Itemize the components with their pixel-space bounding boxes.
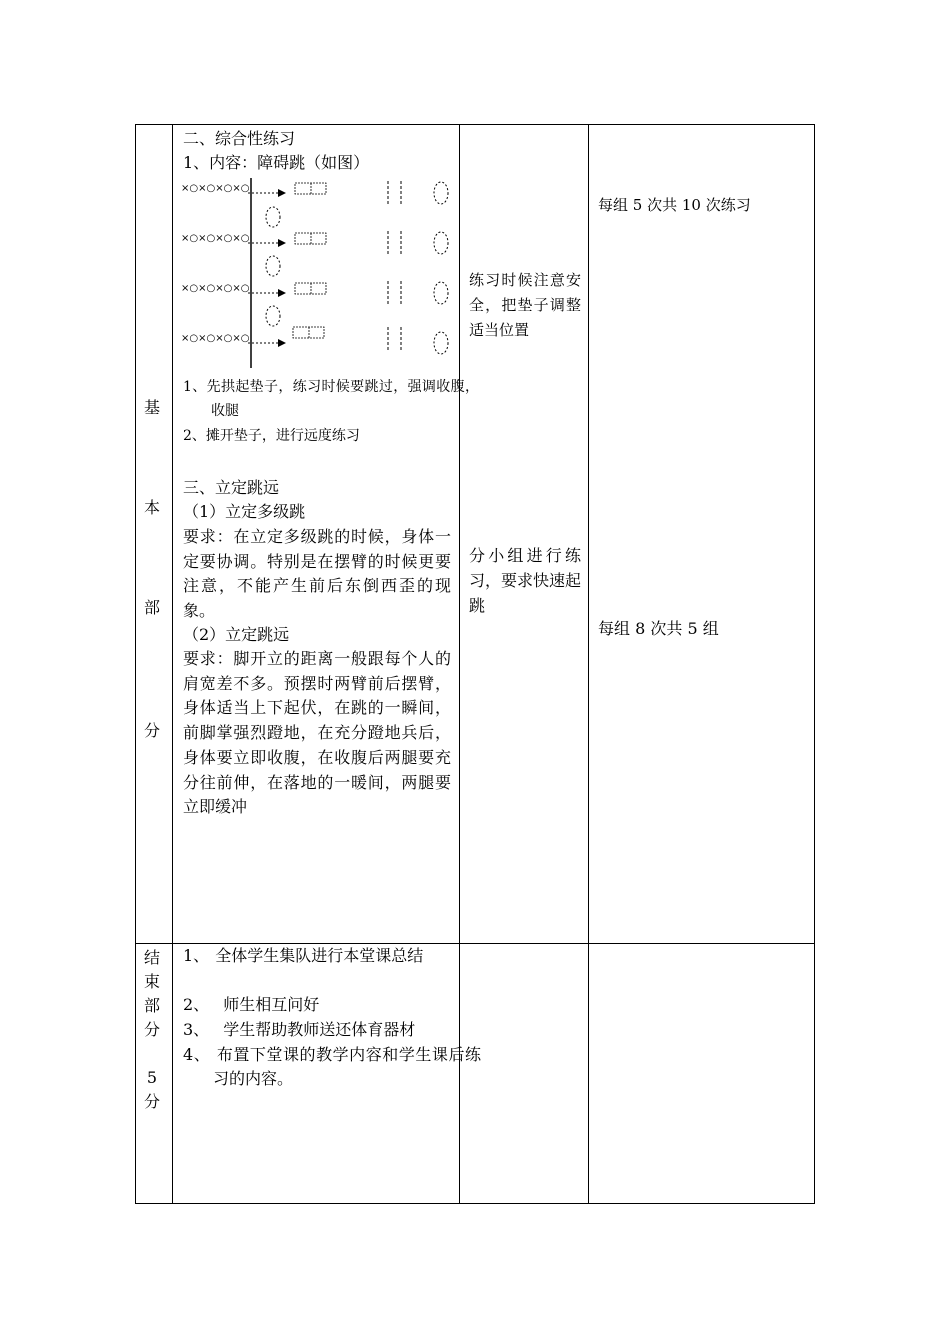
section-title-comprehensive: 二、综合性练习 [183,129,296,148]
subtitle-standing-jump: （2）立定跳远 [183,625,290,644]
ending-item-3: 3、 学生帮助教师送还体育器材 [183,1020,416,1039]
method-note-groups: 分小组进行练习，要求快速起跳 [469,546,582,615]
load-note-1: 每组 5 次共 10 次练习 [598,196,751,214]
section-title-standing-jump: 三、立定跳远 [183,478,280,497]
diagram-row-2 [181,231,448,255]
diagram-row-4 [181,327,448,354]
diagram-row-1 [181,181,448,205]
column-divider [588,125,589,1203]
diagram-row-label: ×○×○×○×○ [181,333,250,344]
content-line: 1、内容：障碍跳（如图） [183,153,370,172]
ending-item-1: 1、 全体学生集队进行本堂课总结 [183,946,424,965]
ending-item-2: 2、 师生相互问好 [183,995,320,1014]
column-divider [172,125,173,1203]
requirement-standing-jump: 要求：脚开立的距离一般跟每个人的肩宽差不多。预摆时两臂前后摆臂，身体适当上下起伏，在跳的一瞬间，前脚掌强烈蹬地，在充分蹬地兵后，身体要立即收腹，在收腹后两腿要充分往前伸，在落地的一暖间，两腿要立即缓冲 [183,649,451,817]
load-note-2: 每组 8 次共 5 组 [598,619,719,638]
requirement-multi-jump: 要求：在立定多级跳的时候，身体一定要协调。特别是在摆臂的时候更要注意，不能产生前后东倒西歪的现象。 [183,527,451,621]
subtitle-multi-jump: （1）立定多级跳 [183,502,306,521]
step-item-1: 1、先拱起垫子，练习时候要跳过，强调收腹，收腿 [183,379,479,419]
method-note-safety: 练习时候注意安全，把垫子调整适当位置 [469,271,581,339]
diagram-row-label: ×○×○×○×○ [181,183,250,194]
basic-section-label-4: 分 [143,721,160,740]
ending-item-4: 4、 布置下堂课的教学内容和学生课后练习的内容。 [183,1045,481,1088]
basic-section-label-3: 部 [143,598,160,617]
basic-section-label-1: 基 [143,398,160,417]
diagram-row-3 [181,281,448,305]
ending-section-label: 结 束 部 分 5 分 [143,948,160,1111]
basic-section-label-2: 本 [143,498,160,517]
step-item-2: 2、摊开垫子，进行远度练习 [183,428,360,444]
diagram-row-label: ×○×○×○×○ [181,233,250,244]
diagram-row-label: ×○×○×○×○ [181,283,250,294]
obstacle-jump-diagram [178,174,460,372]
